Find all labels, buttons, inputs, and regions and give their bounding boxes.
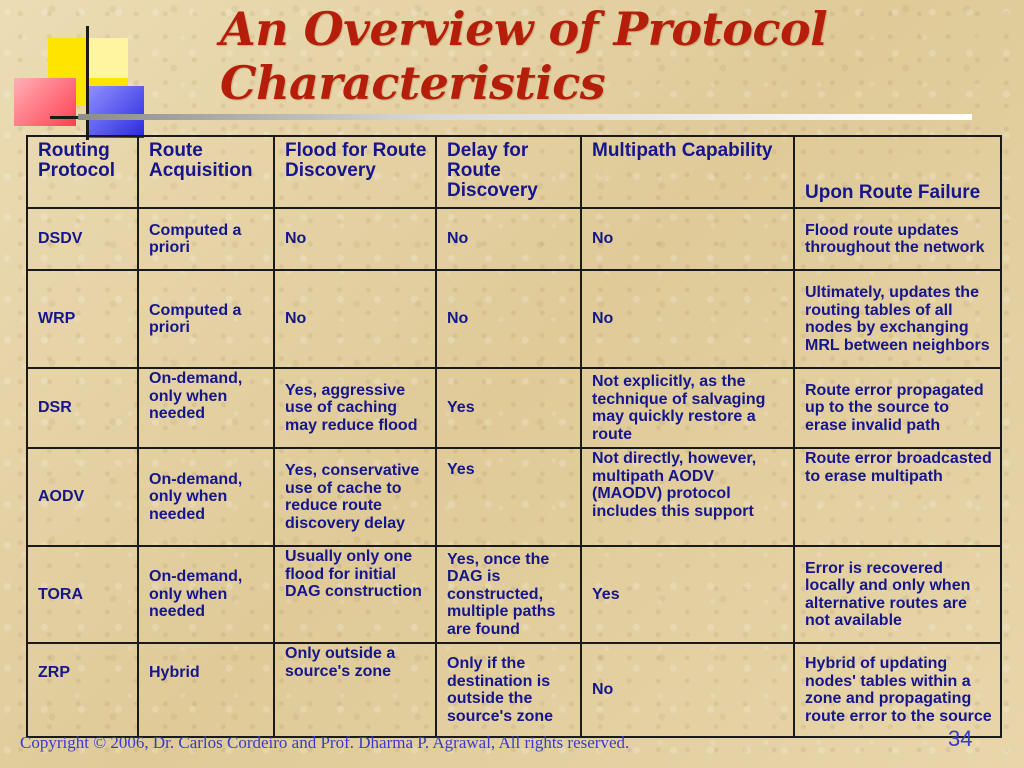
cell-multipath: Not explicitly, as the technique of salvaging may quickly restore a route [581, 368, 794, 448]
cell-flood: Yes, conservative use of cache to reduce route discovery delay [274, 448, 436, 546]
logo-vertical-line [86, 26, 89, 140]
cell-route-failure: Ultimately, updates the routing tables of all nodes by exchanging MRL between neighbors [794, 270, 1001, 368]
header-multipath-capability: Multipath Capability [581, 136, 794, 208]
header-delay-for-route-discovery: Delay for Route Discovery [436, 136, 581, 208]
header-route-acquisition: Route Acquisition [138, 136, 274, 208]
logo-blue-square [88, 86, 144, 138]
table-row [27, 448, 1001, 546]
cell-flood: Only outside a source's zone [274, 643, 436, 737]
cell-route-acquisition: Computed a priori [138, 270, 274, 368]
cell-delay: Only if the destination is outside the source's zone [436, 643, 581, 737]
slide-title-line-2: Characteristics [220, 56, 606, 110]
header-flood-for-route-discovery: Flood for Route Discovery [274, 136, 436, 208]
cell-flood: No [274, 270, 436, 368]
cell-delay: Yes [436, 368, 581, 448]
cell-multipath: No [581, 270, 794, 368]
cell-flood: Usually only one flood for initial DAG construction [274, 546, 436, 643]
cell-protocol: WRP [27, 270, 138, 368]
cell-protocol: TORA [27, 546, 138, 643]
cell-route-acquisition: Hybrid [138, 643, 274, 737]
cell-route-acquisition: On-demand, only when needed [138, 448, 274, 546]
logo-light-yellow-square [88, 38, 128, 78]
cell-multipath: No [581, 643, 794, 737]
slide-title [220, 2, 827, 110]
title-underline-rule [78, 114, 972, 120]
table-row [27, 368, 1001, 448]
cell-delay: No [436, 270, 581, 368]
cell-protocol: DSDV [27, 208, 138, 270]
slide-title-line-1: An Overview of Protocol [220, 2, 828, 56]
cell-route-failure: Hybrid of updating nodes' tables within a zone and propagating route error to the source [794, 643, 1001, 737]
cell-delay: Yes, once the DAG is constructed, multiple paths are found [436, 546, 581, 643]
cell-multipath: Not directly, however, multipath AODV (MAODV) protocol includes this support [581, 448, 794, 546]
cell-route-acquisition: On-demand, only when needed [138, 368, 274, 448]
cell-route-failure: Route error propagated up to the source to erase invalid path [794, 368, 1001, 448]
table-row [27, 208, 1001, 270]
table-row [27, 270, 1001, 368]
table-row [27, 643, 1001, 737]
cell-protocol: ZRP [27, 643, 138, 737]
header-upon-route-failure: Upon Route Failure [794, 136, 1001, 208]
cell-delay: No [436, 208, 581, 270]
cell-multipath: Yes [581, 546, 794, 643]
table-header-row [27, 136, 1001, 208]
protocol-characteristics-table [26, 135, 1002, 738]
cell-route-acquisition: On-demand, only when needed [138, 546, 274, 643]
header-routing-protocol: Routing Protocol [27, 136, 138, 208]
cell-flood: No [274, 208, 436, 270]
cell-route-failure: Route error broadcasted to erase multipath [794, 448, 1001, 546]
cell-delay: Yes [436, 448, 581, 546]
cell-route-failure: Error is recovered locally and only when alternative routes are not available [794, 546, 1001, 643]
slide-page-number: 34 [948, 726, 973, 751]
cell-protocol: DSR [27, 368, 138, 448]
copyright-footer: Copyright © 2006, Dr. Carlos Cordeiro and Prof. Dharma P. Agrawal, All rights reserved. [20, 733, 630, 752]
cell-flood: Yes, aggressive use of caching may reduce flood [274, 368, 436, 448]
table-row [27, 546, 1001, 643]
cell-protocol: AODV [27, 448, 138, 546]
cell-multipath: No [581, 208, 794, 270]
cell-route-acquisition: Computed a priori [138, 208, 274, 270]
cell-route-failure: Flood route updates throughout the network [794, 208, 1001, 270]
